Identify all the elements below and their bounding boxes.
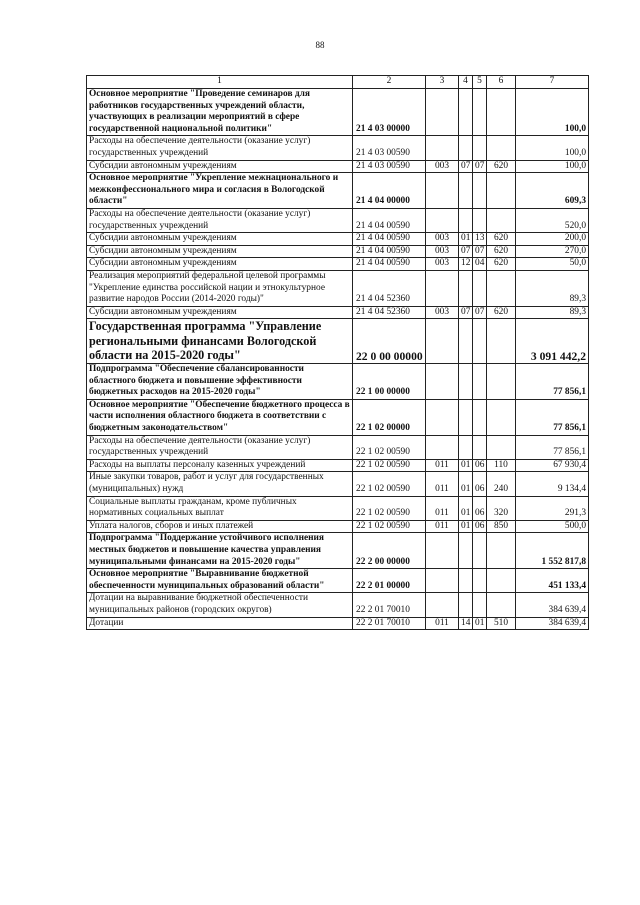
expense-type-code: 620 — [487, 258, 516, 271]
amount: 500,0 — [516, 520, 589, 533]
row-description: Субсидии автономным учреждениям — [87, 306, 353, 319]
row-description: Уплата налогов, сборов и иных платежей — [87, 520, 353, 533]
row-description: Субсидии автономным учреждениям — [87, 160, 353, 173]
expense-type-code — [487, 364, 516, 400]
department-code — [426, 89, 459, 136]
section-code: 07 — [459, 245, 473, 258]
amount: 77 856,1 — [516, 435, 589, 459]
target-code: 22 1 02 00590 — [353, 472, 426, 496]
row-description: Расходы на обеспечение деятельности (оказание услуг) государственных учреждений — [87, 208, 353, 232]
expense-type-code: 320 — [487, 496, 516, 520]
expense-type-code: 110 — [487, 459, 516, 472]
table-row — [87, 435, 589, 459]
department-code: 011 — [426, 617, 459, 630]
section-code: 01 — [459, 472, 473, 496]
department-code: 011 — [426, 520, 459, 533]
table-row — [87, 208, 589, 232]
header-cell: 4 — [459, 76, 473, 89]
subsection-code — [473, 593, 487, 617]
amount: 384 639,4 — [516, 593, 589, 617]
table-row — [87, 459, 589, 472]
table-row — [87, 136, 589, 160]
subsection-code: 13 — [473, 233, 487, 246]
amount: 1 552 817,8 — [516, 533, 589, 569]
expense-type-code — [487, 435, 516, 459]
table-row — [87, 319, 589, 364]
row-description: Дотации — [87, 617, 353, 630]
amount: 270,0 — [516, 245, 589, 258]
row-description: Расходы на выплаты персоналу казенных учреждений — [87, 459, 353, 472]
row-description: Социальные выплаты гражданам, кроме публичных нормативных социальных выплат — [87, 496, 353, 520]
amount: 291,3 — [516, 496, 589, 520]
amount: 3 091 442,2 — [516, 319, 589, 364]
target-code: 21 4 04 52360 — [353, 306, 426, 319]
target-code: 21 4 04 00590 — [353, 245, 426, 258]
row-description: Расходы на обеспечение деятельности (оказание услуг) государственных учреждений — [87, 136, 353, 160]
department-code: 011 — [426, 472, 459, 496]
target-code: 22 1 02 00590 — [353, 435, 426, 459]
subsection-code: 07 — [473, 306, 487, 319]
section-code — [459, 319, 473, 364]
subsection-code: 06 — [473, 496, 487, 520]
amount: 77 856,1 — [516, 399, 589, 435]
expense-type-code: 850 — [487, 520, 516, 533]
expense-type-code — [487, 533, 516, 569]
amount: 50,0 — [516, 258, 589, 271]
target-code: 22 2 01 00000 — [353, 569, 426, 593]
section-code — [459, 270, 473, 306]
department-code — [426, 208, 459, 232]
department-code — [426, 136, 459, 160]
table-row — [87, 270, 589, 306]
target-code: 22 0 00 00000 — [353, 319, 426, 364]
department-code — [426, 435, 459, 459]
department-code: 011 — [426, 496, 459, 520]
amount: 67 930,4 — [516, 459, 589, 472]
header-cell: 6 — [487, 76, 516, 89]
table-row — [87, 593, 589, 617]
subsection-code: 06 — [473, 520, 487, 533]
department-code: 003 — [426, 258, 459, 271]
row-description: Основное мероприятие "Проведение семинаров для работников государственных учреждений области, участвующих в реализации мероприятий в сфере государственной национальной политики" — [87, 89, 353, 136]
subsection-code: 01 — [473, 617, 487, 630]
subsection-code — [473, 208, 487, 232]
target-code: 22 1 00 00000 — [353, 364, 426, 400]
target-code: 22 2 01 70010 — [353, 617, 426, 630]
section-code: 12 — [459, 258, 473, 271]
target-code: 22 1 02 00590 — [353, 459, 426, 472]
row-description: Основное мероприятие "Обеспечение бюджетного процесса в части исполнения областного бюджета в соответствии с бюджетным законодательством" — [87, 399, 353, 435]
table-row — [87, 533, 589, 569]
target-code: 22 2 00 00000 — [353, 533, 426, 569]
subsection-code: 07 — [473, 245, 487, 258]
subsection-code — [473, 319, 487, 364]
target-code: 22 1 02 00590 — [353, 496, 426, 520]
target-code: 22 1 02 00590 — [353, 520, 426, 533]
amount: 384 639,4 — [516, 617, 589, 630]
department-code — [426, 319, 459, 364]
department-code — [426, 399, 459, 435]
section-code: 07 — [459, 160, 473, 173]
header-cell: 5 — [473, 76, 487, 89]
table-row — [87, 306, 589, 319]
department-code — [426, 173, 459, 209]
department-code — [426, 364, 459, 400]
expense-type-code — [487, 89, 516, 136]
table-row — [87, 399, 589, 435]
section-code: 01 — [459, 459, 473, 472]
section-code: 14 — [459, 617, 473, 630]
department-code: 003 — [426, 306, 459, 319]
row-description: Реализация мероприятий федеральной целевой программы "Укрепление единства российской нации и этнокультурное развитие народов России (2014-2020 годы)" — [87, 270, 353, 306]
amount: 89,3 — [516, 306, 589, 319]
amount: 100,0 — [516, 160, 589, 173]
expense-type-code: 510 — [487, 617, 516, 630]
table-header-row — [87, 76, 589, 89]
expense-type-code — [487, 270, 516, 306]
table-row — [87, 617, 589, 630]
table-body — [87, 89, 589, 630]
department-code — [426, 593, 459, 617]
row-description: Основное мероприятие "Укрепление межнационального и межконфессионального мира и согласия в Вологодской области" — [87, 173, 353, 209]
amount: 520,0 — [516, 208, 589, 232]
header-cell: 3 — [426, 76, 459, 89]
target-code: 21 4 04 00590 — [353, 258, 426, 271]
amount: 9 134,4 — [516, 472, 589, 496]
expense-type-code: 620 — [487, 245, 516, 258]
subsection-code — [473, 569, 487, 593]
target-code: 22 1 02 00000 — [353, 399, 426, 435]
subsection-code: 06 — [473, 459, 487, 472]
target-code: 21 4 04 00000 — [353, 173, 426, 209]
amount: 609,3 — [516, 173, 589, 209]
target-code: 21 4 03 00000 — [353, 89, 426, 136]
expense-type-code — [487, 173, 516, 209]
table-row — [87, 89, 589, 136]
table-row — [87, 160, 589, 173]
table-row — [87, 364, 589, 400]
subsection-code — [473, 435, 487, 459]
table-row — [87, 569, 589, 593]
row-description: Государственная программа "Управление региональными финансами Вологодской области на 2015-2020 годы" — [87, 319, 353, 364]
target-code: 21 4 03 00590 — [353, 160, 426, 173]
section-code — [459, 89, 473, 136]
section-code — [459, 173, 473, 209]
table-row — [87, 245, 589, 258]
amount: 100,0 — [516, 89, 589, 136]
section-code — [459, 435, 473, 459]
amount: 200,0 — [516, 233, 589, 246]
header-cell: 1 — [87, 76, 353, 89]
row-description: Основное мероприятие "Выравнивание бюджетной обеспеченности муниципальных образований области" — [87, 569, 353, 593]
subsection-code: 04 — [473, 258, 487, 271]
expense-type-code — [487, 319, 516, 364]
target-code: 22 2 01 70010 — [353, 593, 426, 617]
header-cell: 2 — [353, 76, 426, 89]
subsection-code: 06 — [473, 472, 487, 496]
section-code — [459, 533, 473, 569]
section-code: 01 — [459, 520, 473, 533]
expense-type-code — [487, 399, 516, 435]
row-description: Подпрограмма "Обеспечение сбалансированности областного бюджета и повышение эффективности бюджетных расходов на 2015-2020 годы" — [87, 364, 353, 400]
row-description: Субсидии автономным учреждениям — [87, 245, 353, 258]
department-code — [426, 569, 459, 593]
subsection-code — [473, 89, 487, 136]
row-description: Субсидии автономным учреждениям — [87, 258, 353, 271]
row-description: Иные закупки товаров, работ и услуг для государственных (муниципальных) нужд — [87, 472, 353, 496]
target-code: 21 4 04 00590 — [353, 233, 426, 246]
amount: 451 133,4 — [516, 569, 589, 593]
department-code: 003 — [426, 245, 459, 258]
amount: 89,3 — [516, 270, 589, 306]
expense-type-code: 620 — [487, 160, 516, 173]
table-row — [87, 258, 589, 271]
section-code — [459, 593, 473, 617]
section-code — [459, 569, 473, 593]
subsection-code — [473, 270, 487, 306]
budget-table — [86, 75, 589, 630]
subsection-code — [473, 136, 487, 160]
section-code: 01 — [459, 496, 473, 520]
section-code — [459, 364, 473, 400]
target-code: 21 4 03 00590 — [353, 136, 426, 160]
section-code — [459, 136, 473, 160]
expense-type-code — [487, 136, 516, 160]
section-code — [459, 208, 473, 232]
row-description: Расходы на обеспечение деятельности (оказание услуг) государственных учреждений — [87, 435, 353, 459]
page-number: 88 — [315, 40, 325, 50]
subsection-code — [473, 533, 487, 569]
expense-type-code: 240 — [487, 472, 516, 496]
department-code — [426, 533, 459, 569]
amount: 77 856,1 — [516, 364, 589, 400]
department-code: 003 — [426, 233, 459, 246]
subsection-code — [473, 364, 487, 400]
amount: 100,0 — [516, 136, 589, 160]
table-row — [87, 520, 589, 533]
expense-type-code — [487, 208, 516, 232]
section-code: 01 — [459, 233, 473, 246]
subsection-code — [473, 173, 487, 209]
table-row — [87, 233, 589, 246]
subsection-code — [473, 399, 487, 435]
subsection-code: 07 — [473, 160, 487, 173]
table-row — [87, 496, 589, 520]
department-code: 011 — [426, 459, 459, 472]
department-code — [426, 270, 459, 306]
expense-type-code — [487, 593, 516, 617]
table-row — [87, 472, 589, 496]
row-description: Подпрограмма "Поддержание устойчивого исполнения местных бюджетов и повышение качества управления муниципальными финансами на 2015-2020 годы" — [87, 533, 353, 569]
expense-type-code: 620 — [487, 233, 516, 246]
row-description: Субсидии автономным учреждениям — [87, 233, 353, 246]
expense-type-code: 620 — [487, 306, 516, 319]
header-cell: 7 — [516, 76, 589, 89]
target-code: 21 4 04 00590 — [353, 208, 426, 232]
section-code: 07 — [459, 306, 473, 319]
expense-type-code — [487, 569, 516, 593]
table-row — [87, 173, 589, 209]
row-description: Дотации на выравнивание бюджетной обеспеченности муниципальных районов (городских округов) — [87, 593, 353, 617]
section-code — [459, 399, 473, 435]
target-code: 21 4 04 52360 — [353, 270, 426, 306]
department-code: 003 — [426, 160, 459, 173]
